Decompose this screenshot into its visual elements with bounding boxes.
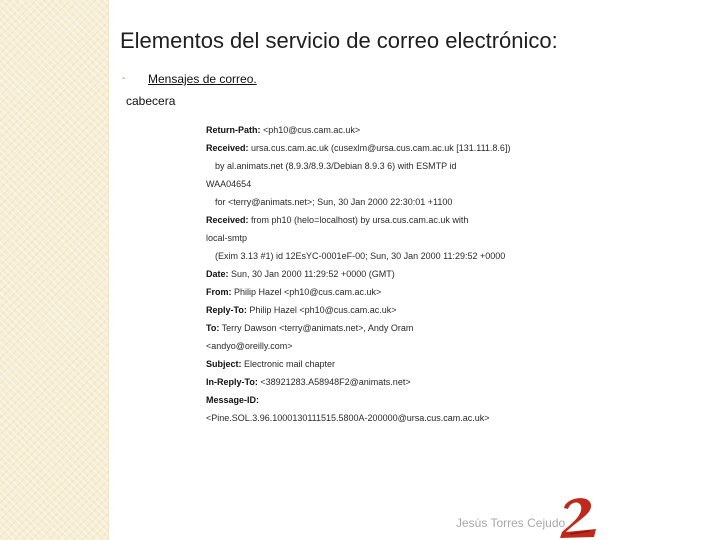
email-header-key: Received: <box>206 143 249 153</box>
email-header-key: From: <box>206 287 232 297</box>
email-header-line <box>206 304 397 316</box>
email-header-line <box>206 412 490 424</box>
email-header-value: <Pine.SOL.3.96.1000130111515.5800A-200000@ursa.cus.cam.ac.uk> <box>206 413 490 423</box>
email-header-line <box>206 322 413 334</box>
footer-author: Jesús Torres Cejudo <box>456 516 566 530</box>
email-header-key: Reply-To: <box>206 305 247 315</box>
email-header-line <box>206 286 381 298</box>
email-header-line <box>206 376 411 388</box>
email-header-value: by al.animats.net (8.9.3/8.9.3/Debian 8.9.3 6) with ESMTP id <box>215 161 457 171</box>
email-header-line <box>206 358 335 370</box>
decorative-side-band <box>0 0 109 540</box>
email-header-key: To: <box>206 323 220 333</box>
email-header-value: Philip Hazel <ph10@cus.cam.ac.uk> <box>231 287 382 297</box>
email-header-key: Subject: <box>206 359 242 369</box>
email-header-line <box>206 214 468 226</box>
email-header-value: WAA04654 <box>206 179 252 189</box>
email-header-value: ursa.cus.cam.ac.uk (cusexlm@ursa.cus.cam.ac.uk [131.111.8.6]) <box>248 143 511 153</box>
email-header-line <box>206 124 360 136</box>
email-header-value: Sun, 30 Jan 2000 11:29:52 +0000 (GMT) <box>228 269 395 279</box>
email-header-line <box>206 268 395 280</box>
email-header-line <box>206 340 293 352</box>
email-header-key: Message-ID: <box>206 395 260 405</box>
email-header-value: <ph10@cus.cam.ac.uk> <box>260 125 361 135</box>
email-header-key: Received: <box>206 215 249 225</box>
email-header-value: from ph10 (helo=localhost) by ursa.cus.cam.ac.uk with <box>248 215 469 225</box>
email-header-line <box>215 160 456 172</box>
email-header-key: Date: <box>206 269 229 279</box>
email-header-line <box>206 394 259 406</box>
email-header-value: Philip Hazel <ph10@cus.cam.ac.uk> <box>246 305 397 315</box>
email-header-line <box>215 196 452 208</box>
email-header-line <box>206 178 251 190</box>
email-header-value: <38921283.A58948F2@animats.net> <box>257 377 411 387</box>
email-header-value: local-smtp <box>206 233 248 243</box>
number-2-logo-icon <box>556 494 602 540</box>
email-header-key: Return-Path: <box>206 125 261 135</box>
email-header-value: (Exim 3.13 #1) id 12EsYC-0001eF-00; Sun, 30 Jan 2000 11:29:52 +0000 <box>215 251 506 261</box>
email-header-value: for <terry@animats.net>; Sun, 30 Jan 2000 22:30:01 +1100 <box>215 197 453 207</box>
email-header-value: Electronic mail chapter <box>241 359 336 369</box>
email-header-value: Terry Dawson <terry@animats.net>, Andy Oram <box>219 323 414 333</box>
email-header-line <box>206 232 247 244</box>
email-header-value: <andyo@oreilly.com> <box>206 341 293 351</box>
slide-title: Elementos del servicio de correo electrónico: <box>120 28 558 53</box>
bullet-marker-icon: - <box>122 73 126 84</box>
email-header-line <box>215 250 505 262</box>
email-header-key: In-Reply-To: <box>206 377 258 387</box>
email-header-line <box>206 142 510 154</box>
bullet-text: Mensajes de correo. <box>148 72 257 86</box>
sub-label: cabecera <box>126 94 176 108</box>
